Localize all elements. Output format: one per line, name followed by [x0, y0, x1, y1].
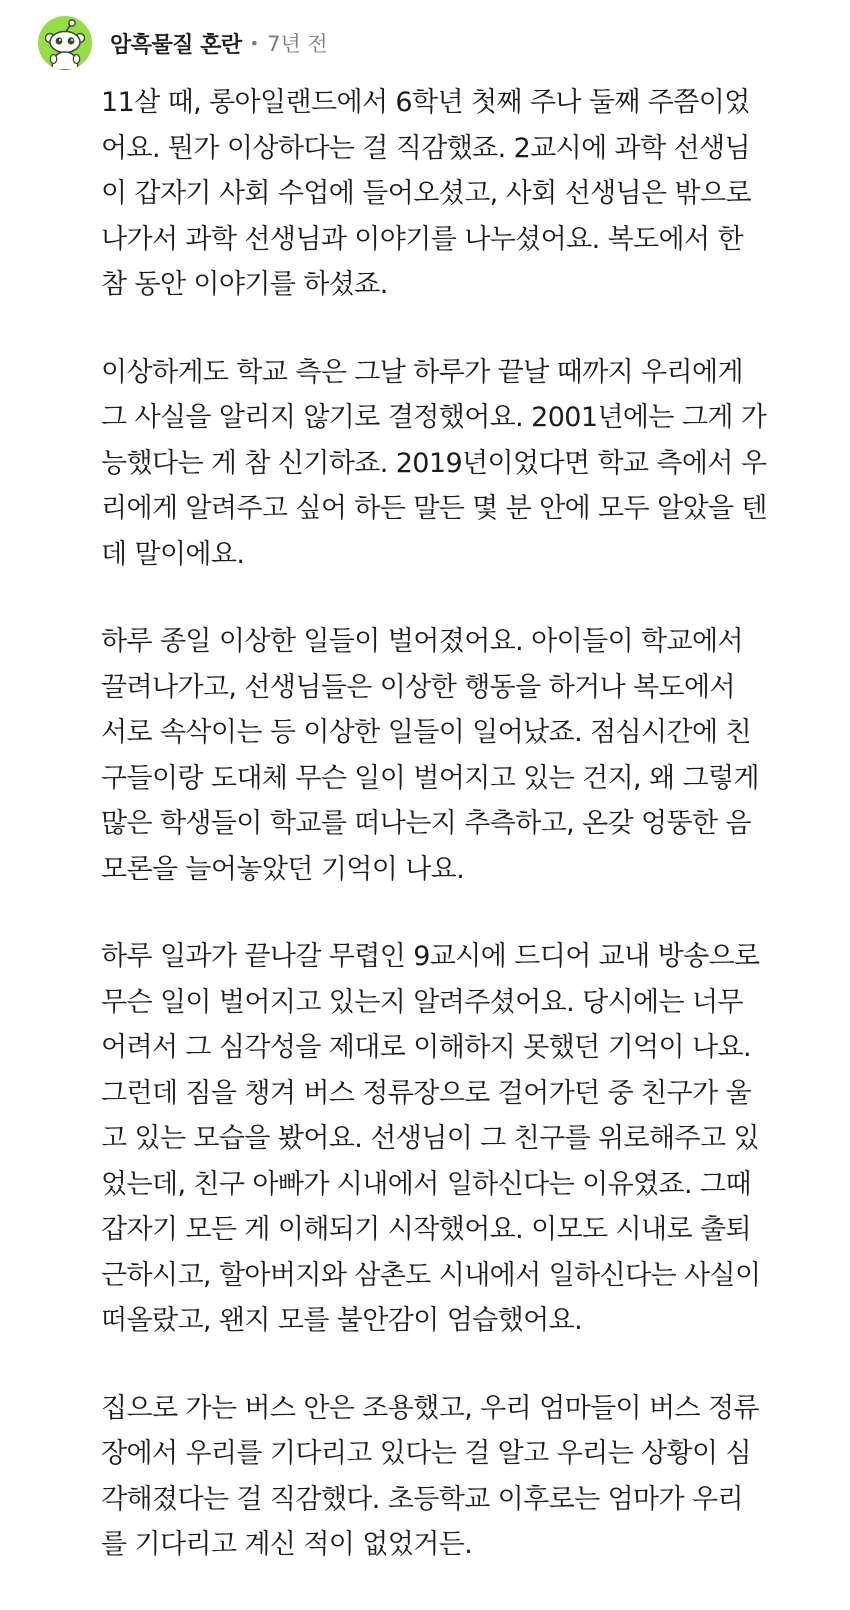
comment-author[interactable]: 암흑물질 혼란: [110, 32, 242, 58]
meta-separator: •: [249, 33, 260, 53]
reddit-snoo-icon: [38, 16, 92, 70]
comment-paragraph: 11살 때, 롱아일랜드에서 6학년 첫째 주나 둘째 주쯤이었 어요. 뭔가 이상하다는 걸 직감했죠. 2교시에 과학 선생님 이 갑자기 사회 수업에 들어오셨고, 사회 선생님은 밖으로 나가서 과학 선생님과 이야기를 나누셨어요. 복도에서 한 참 동안 이야기를 하셨죠.: [101, 87, 751, 300]
user-avatar[interactable]: [38, 16, 92, 70]
comment-body: [101, 80, 813, 1610]
comment-paragraph: 이상하게도 학교 측은 그날 하루가 끝날 때까지 우리에게 그 사실을 알리지 않기로 결정했어요. 2001년에는 그게 가 능했다는 게 참 신기하죠. 2019년이었다면 학교 측에서 우 리에게 알려주고 싶어 하든 말든 몇 분 안에 모두 알았을 텐 데 말이에요.: [101, 356, 767, 570]
comment-header: [38, 16, 328, 70]
comment-paragraph: 하루 일과가 끝나갈 무렵인 9교시에 드디어 교내 방송으로 무슨 일이 벌어지고 있는지 알려주셨어요. 당시에는 너무 어려서 그 심각성을 제대로 이해하지 못했던 기억이 나요. 그런데 짐을 챙겨 버스 정류장으로 걸어가던 중 친구가 울 고 있는 모습을 봤어요. 선생님이 그 친구를 위로해주고 있 었는데, 친구 아빠가 시내에서 일하신다는 이유였죠. 그때 갑자기 모든 게 이해되기 시작했어요. 이모도 시내로 출퇴 근하시고, 할아버지와 삼촌도 시내에서 일하신다는 사실이 떠올랐고, 왠지 모를 불안감이 엄습했어요.: [101, 941, 761, 1336]
comment-timestamp[interactable]: 7년 전: [267, 32, 328, 56]
comment-paragraph: 집으로 가는 버스 안은 조용했고, 우리 엄마들이 버스 정류 장에서 우리를 기다리고 있다는 걸 알고 우리는 상황이 심 각해졌다는 걸 직감했다. 초등학교 이후로는 엄마가 우리 를 기다리고 계신 적이 없었거든.: [101, 1392, 759, 1560]
comment-paragraph: 하루 종일 이상한 일들이 벌어졌어요. 아이들이 학교에서 끌려나가고, 선생님들은 이상한 행동을 하거나 복도에서 서로 속삭이는 등 이상한 일들이 일어났죠. 점심시간에 친 구들이랑 도대체 무슨 일이 벌어지고 있는 건지, 왜 그렇게 많은 학생들이 학교를 떠나는지 추측하고, 온갖 엉뚱한 음 모론을 늘어놓았던 기억이 나요.: [101, 626, 759, 885]
